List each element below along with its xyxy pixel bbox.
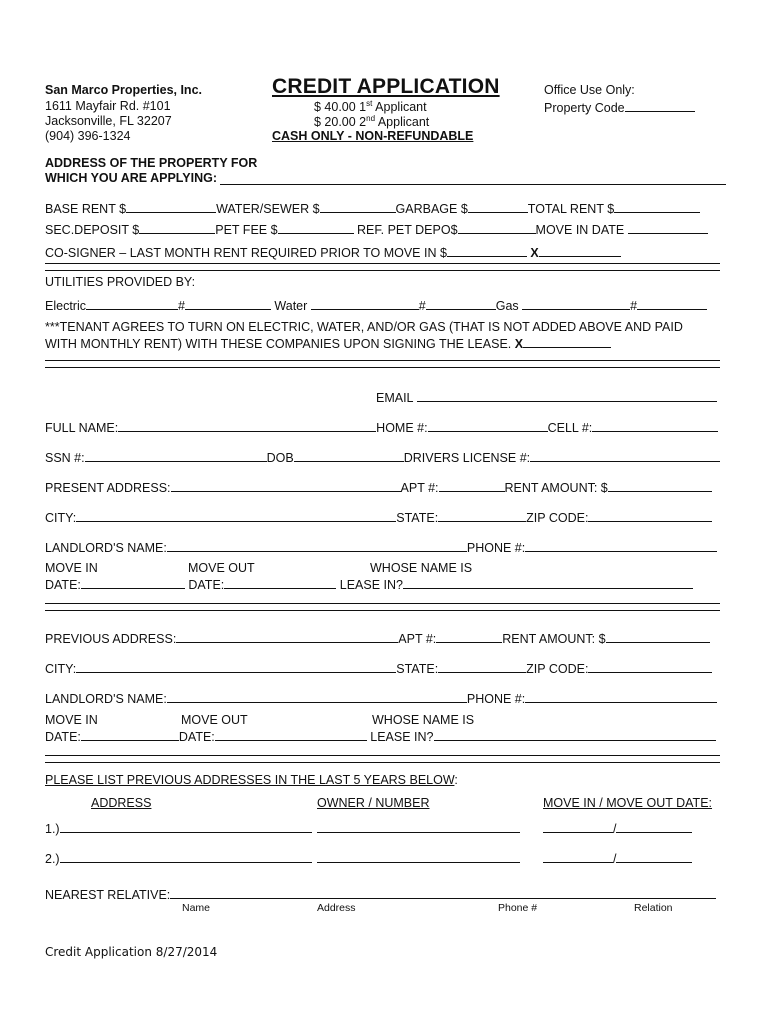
full-name-field[interactable]	[118, 419, 376, 432]
double-divider	[45, 755, 720, 763]
present-move-in-field[interactable]	[81, 576, 185, 589]
previous-zip-field[interactable]	[588, 660, 712, 673]
water-company-field[interactable]	[311, 297, 419, 310]
property-label-line2: WHICH YOU ARE APPLYING:	[45, 171, 218, 185]
previous-apt-field[interactable]	[436, 630, 502, 643]
water-account-field[interactable]	[426, 297, 496, 310]
relative-name-caption: Name	[182, 902, 211, 914]
previous-city-row: CITY: STATE: ZIP CODE:	[45, 660, 712, 676]
move-in-label: MOVE IN	[45, 561, 98, 575]
deposit-row: SEC.DEPOSIT $ PET FEE $ REF. PET DEPO$ MOVE IN DATE	[45, 221, 708, 237]
company-address-line2: Jacksonville, FL 32207	[45, 114, 172, 128]
previous-move-in-field[interactable]	[81, 728, 179, 741]
history-dates-field[interactable]: /	[543, 850, 692, 866]
double-divider	[45, 360, 720, 368]
previous-lease-name-field[interactable]	[434, 728, 716, 741]
previous-landlord-field[interactable]	[167, 690, 467, 703]
utilities-row: Electric # Water # Gas #	[45, 297, 707, 313]
garbage-field[interactable]	[468, 200, 528, 213]
present-landlord-row: LANDLORD'S NAME: PHONE #:	[45, 539, 717, 555]
relative-relation-caption: Relation	[634, 902, 673, 914]
tenant-notice-line2: WITH MONTHLY RENT) WITH THESE COMPANIES UPON SIGNING THE LEASE. X	[45, 335, 611, 351]
move-dates-row: DATE: DATE: LEASE IN?	[45, 576, 693, 592]
fee-second-applicant: $ 20.00 2nd Applicant	[314, 114, 430, 130]
prev-move-in-label: MOVE IN	[45, 713, 98, 727]
fee-first-applicant: $ 40.00 1st Applicant	[314, 99, 427, 115]
present-move-out-field[interactable]	[224, 576, 336, 589]
history-owner-field[interactable]	[317, 850, 520, 866]
ref-pet-depo-field[interactable]	[458, 221, 536, 234]
sec-deposit-field[interactable]	[139, 221, 215, 234]
electric-account-field[interactable]	[185, 297, 271, 310]
tenant-initial-field[interactable]	[523, 335, 611, 348]
total-rent-field[interactable]	[614, 200, 700, 213]
move-out-label: MOVE OUT	[188, 561, 255, 575]
history-col-owner: OWNER / NUMBER	[317, 796, 430, 810]
history-heading: PLEASE LIST PREVIOUS ADDRESSES IN THE LAST 5 YEARS BELOW:	[45, 773, 458, 787]
previous-address-row: PREVIOUS ADDRESS: APT #: RENT AMOUNT: $	[45, 630, 710, 646]
nearest-relative-field[interactable]	[170, 886, 716, 899]
previous-landlord-row: LANDLORD'S NAME: PHONE #:	[45, 690, 717, 706]
previous-move-out-field[interactable]	[215, 728, 367, 741]
water-sewer-field[interactable]	[320, 200, 396, 213]
company-name: San Marco Properties, Inc.	[45, 83, 202, 97]
dob-field[interactable]	[294, 449, 404, 462]
property-address-field[interactable]	[220, 184, 726, 185]
previous-city-field[interactable]	[76, 660, 396, 673]
move-in-date-field[interactable]	[628, 221, 708, 234]
property-code-field[interactable]: Property Code	[544, 99, 695, 115]
history-col-dates: MOVE IN / MOVE OUT DATE:	[543, 796, 713, 810]
cosigner-amount-field[interactable]	[447, 244, 527, 257]
prev-move-dates-row: DATE: DATE: LEASE IN?	[45, 728, 716, 744]
present-zip-field[interactable]	[588, 509, 712, 522]
relative-address-caption: Address	[317, 902, 356, 914]
form-title: CREDIT APPLICATION	[272, 75, 500, 98]
gas-account-field[interactable]	[637, 297, 707, 310]
previous-address-field[interactable]	[176, 630, 398, 643]
rent-row: BASE RENT $ WATER/SEWER $ GARBAGE $ TOTAL RENT $	[45, 200, 700, 216]
history-dates-field[interactable]: /	[543, 820, 692, 836]
present-state-field[interactable]	[438, 509, 526, 522]
pet-fee-field[interactable]	[278, 221, 354, 234]
present-lease-name-field[interactable]	[403, 576, 693, 589]
previous-landlord-phone-field[interactable]	[525, 690, 717, 703]
gas-company-field[interactable]	[522, 297, 630, 310]
double-divider	[45, 603, 720, 611]
history-address-field[interactable]	[60, 850, 312, 863]
cosigner-initial-field[interactable]	[539, 244, 621, 257]
tenant-notice-line1: ***TENANT AGREES TO TURN ON ELECTRIC, WATER, AND/OR GAS (THAT IS NOT ADDED ABOVE AND PAID	[45, 320, 683, 334]
id-row: SSN #: DOB DRIVERS LICENSE #:	[45, 449, 720, 465]
drivers-license-field[interactable]	[530, 449, 720, 462]
utilities-heading: UTILITIES PROVIDED BY:	[45, 275, 196, 289]
history-row: 2.)	[45, 850, 312, 866]
history-row: 1.)	[45, 820, 312, 836]
footer-version: Credit Application 8/27/2014	[45, 945, 218, 959]
present-landlord-field[interactable]	[167, 539, 467, 552]
nearest-relative-row: NEAREST RELATIVE:	[45, 886, 716, 902]
history-col-address: ADDRESS	[91, 796, 152, 810]
present-city-field[interactable]	[76, 509, 396, 522]
base-rent-field[interactable]	[126, 200, 216, 213]
ssn-field[interactable]	[85, 449, 267, 462]
company-phone: (904) 396-1324	[45, 129, 131, 143]
cosigner-row: CO-SIGNER – LAST MONTH RENT REQUIRED PRIOR TO MOVE IN $ X	[45, 244, 621, 260]
present-landlord-phone-field[interactable]	[525, 539, 717, 552]
history-address-field[interactable]	[60, 820, 312, 833]
present-address-field[interactable]	[171, 479, 401, 492]
present-rent-field[interactable]	[608, 479, 712, 492]
name-row: FULL NAME: HOME #: CELL #:	[45, 419, 718, 435]
previous-state-field[interactable]	[438, 660, 526, 673]
history-owner-field[interactable]	[317, 820, 520, 836]
relative-phone-caption: Phone #	[498, 902, 538, 914]
present-address-row: PRESENT ADDRESS: APT #: RENT AMOUNT: $	[45, 479, 712, 495]
home-phone-field[interactable]	[428, 419, 548, 432]
present-apt-field[interactable]	[439, 479, 505, 492]
whose-name-label: WHOSE NAME IS	[370, 561, 473, 575]
office-use-label: Office Use Only:	[544, 83, 635, 97]
previous-rent-field[interactable]	[606, 630, 710, 643]
cell-phone-field[interactable]	[592, 419, 718, 432]
prev-whose-name-label: WHOSE NAME IS	[372, 713, 475, 727]
property-label-line1: ADDRESS OF THE PROPERTY FOR	[45, 156, 258, 170]
double-divider	[45, 263, 720, 271]
electric-company-field[interactable]	[86, 297, 178, 310]
company-address-line1: 1611 Mayfair Rd. #101	[45, 99, 171, 113]
cash-only-note: CASH ONLY - NON-REFUNDABLE	[272, 129, 474, 143]
present-city-row: CITY: STATE: ZIP CODE:	[45, 509, 712, 525]
prev-move-out-label: MOVE OUT	[181, 713, 248, 727]
email-field[interactable]: EMAIL	[376, 389, 717, 405]
